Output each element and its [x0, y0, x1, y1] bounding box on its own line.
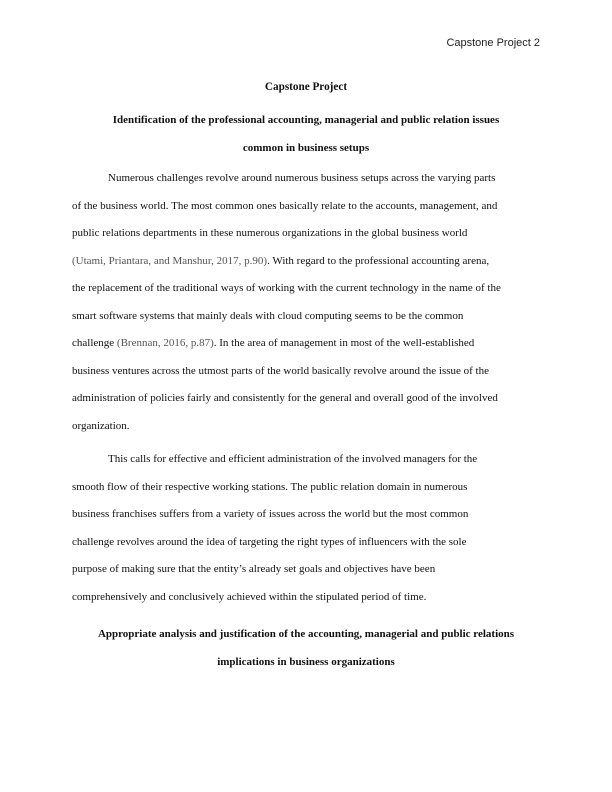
paragraph-line: challenge revolves around the idea of targeting the right types of influencers with the sole	[72, 535, 467, 548]
heading-line: Appropriate analysis and justification of the accounting, managerial and public relations	[97, 628, 515, 640]
paragraph-line: smooth flow of their respective working stations. The public relation domain in numerous	[72, 480, 468, 493]
paragraph-line: This calls for effective and efficient administration of the involved managers for the	[108, 453, 478, 465]
paragraph-line: the replacement of the traditional ways of working with the current technology in the name of the	[72, 282, 501, 294]
line-text: . In the area of management in most of the well-established	[213, 337, 475, 349]
citation-brennan: (Brennan, 2016, p.87)	[116, 337, 214, 349]
paragraph-line: administration of policies fairly and consistently for the general and overall good of the involved	[72, 392, 498, 404]
paragraph-challenges	[72, 165, 540, 440]
running-head: Capstone Project 2	[446, 37, 540, 49]
heading-line: implications in business organizations	[217, 655, 395, 668]
paragraph-line: organization.	[72, 419, 130, 432]
paragraph-administration	[72, 446, 540, 611]
paragraph-line: purpose of making sure that the entity’s already set goals and objectives have been	[72, 563, 436, 575]
paragraph-line: comprehensively and conclusively achieved within the stipulated period of time.	[72, 590, 427, 603]
section-heading-identification	[70, 107, 542, 162]
document-title: Capstone Project	[264, 81, 348, 93]
paragraph-line	[72, 330, 540, 358]
section-heading-analysis	[70, 621, 542, 676]
paragraph-line	[72, 248, 540, 276]
citation-utami: (Utami, Priantara, and Manshur, 2017, p.90)	[72, 254, 268, 267]
paragraph-line: of the business world. The most common ones basically relate to the accounts, management, and	[72, 199, 498, 212]
line-text: challenge	[72, 337, 117, 349]
line-text: . With regard to the professional accounting arena,	[267, 254, 490, 267]
paragraph-line: smart software systems that mainly deals with cloud computing seems to be the common	[72, 309, 464, 322]
paragraph-line: public relations departments in these numerous organizations in the global business world	[72, 227, 468, 239]
paragraph-line: business ventures across the utmost parts of the world basically revolve around the issue of the	[72, 364, 489, 377]
heading-line: common in business setups	[242, 141, 370, 154]
heading-line: Identification of the professional accounting, managerial and public relation issues	[112, 114, 500, 126]
document-body	[72, 76, 540, 676]
paragraph-line: business franchises suffers from a variety of issues across the world but the most common	[72, 508, 469, 520]
paragraph-line: Numerous challenges revolve around numerous business setups across the varying parts	[108, 172, 496, 184]
